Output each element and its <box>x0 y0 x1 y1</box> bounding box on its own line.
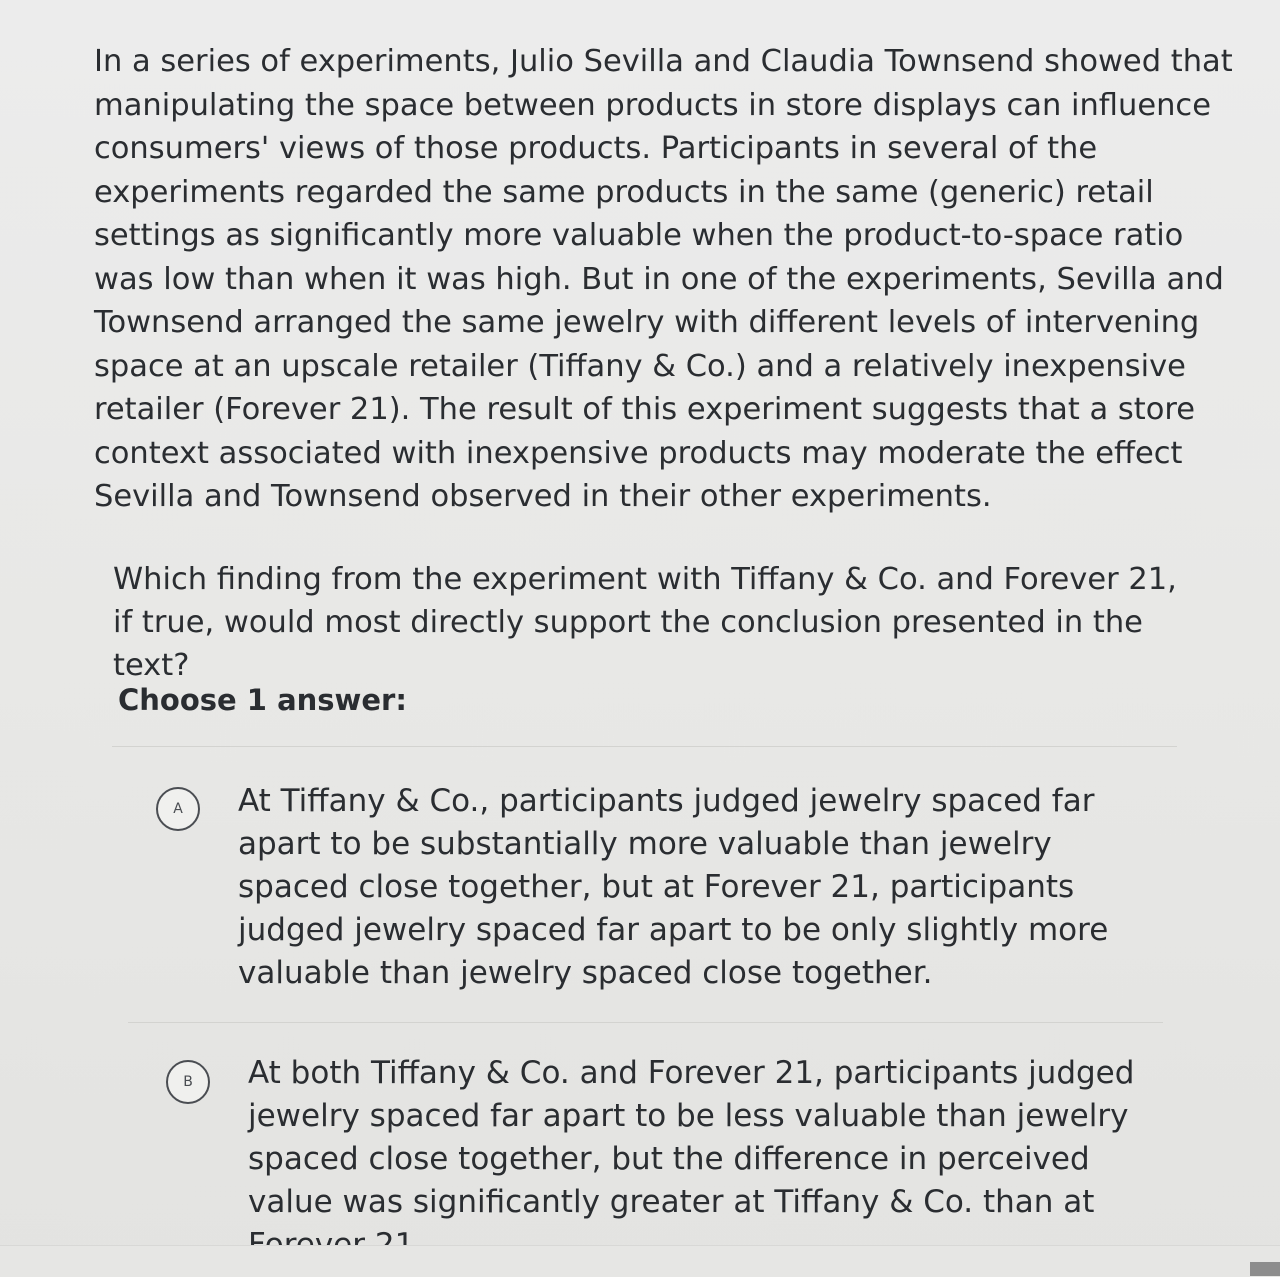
radio-button-a[interactable] <box>156 787 200 831</box>
radio-button-b[interactable] <box>166 1060 210 1104</box>
scrollbar-thumb[interactable] <box>1250 1262 1280 1276</box>
passage-text: In a series of experiments, Julio Sevilla and Claudia Townsend showed that manipulating the space between products in store displays can influence consumers' views of those products. Participants in several of the experiments regarded the same products in the same (generic) retail settings as significantly more valuable when the product-to-space ratio was low than when it was high. But in one of the experiments, Sevilla and Townsend arranged the same jewelry with different levels of intervening space at an upscale retailer (Tiffany & Co.) and a relatively inexpensive retailer (Forever 21). The result of this experiment suggests that a store context associated with inexpensive products may moderate the effect Sevilla and Townsend observed in their other experiments. <box>94 44 1233 514</box>
choice-letter-b: B <box>183 1074 193 1090</box>
divider <box>112 746 1177 747</box>
question-prompt: Which finding from the experiment with Tiffany & Co. and Forever 21, if true, would most directly support the conclusion presented in the text? <box>113 562 1177 683</box>
choice-letter-a: A <box>173 801 183 817</box>
answer-choice-b[interactable] <box>160 1052 1150 1244</box>
choice-text-b: At both Tiffany & Co. and Forever 21, participants judged jewelry spaced far apart to be less valuable than jewelry spaced close together, but the difference in perceived value was significantly greater at Tiffany & Co. than at <box>248 1055 1135 1220</box>
divider <box>128 1022 1163 1023</box>
answer-choice-a[interactable] <box>150 780 1140 1000</box>
bottom-toolbar <box>0 1245 1280 1277</box>
choice-text-a: At Tiffany & Co., participants judged jewelry spaced far apart to be substantially more valuable than jewelry spaced close together, but at Forever 21, participants judged jewelry spaced far apart to be only slightly more valuable than jewelry spaced close together. <box>238 783 1109 991</box>
choose-label: Choose 1 answer: <box>118 683 407 717</box>
